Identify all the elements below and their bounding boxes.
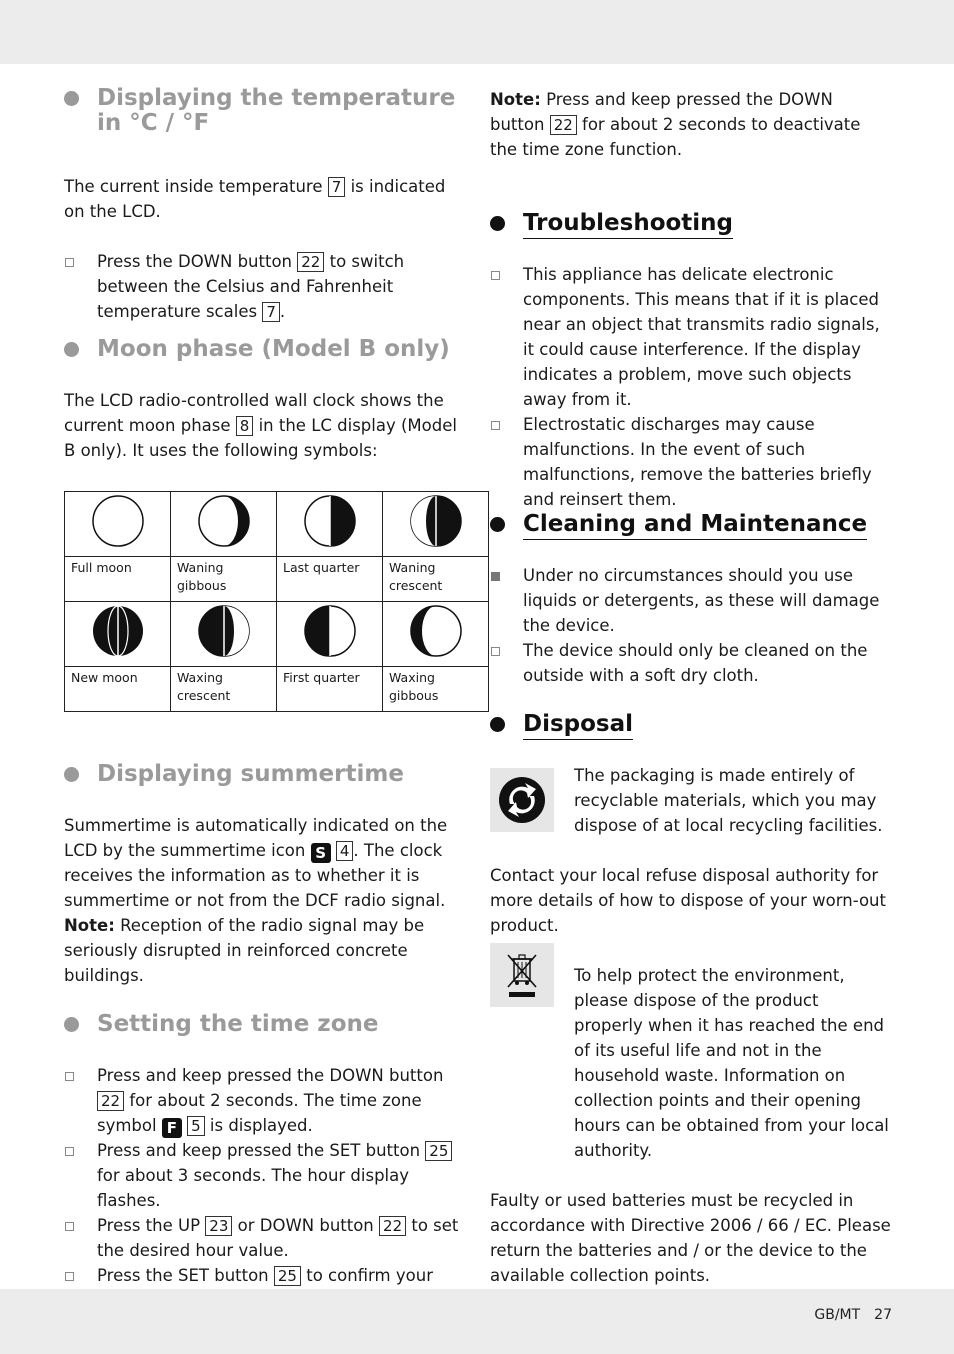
heading-moon-text: Moon phase (Model B only)	[97, 336, 450, 362]
text: Press the UP	[97, 1216, 201, 1235]
new-moon-icon	[91, 604, 145, 658]
moon-symbol	[65, 492, 171, 557]
list-item	[64, 1138, 466, 1213]
text: is indicated on the LCD.	[64, 177, 446, 221]
full-moon-icon	[91, 494, 145, 548]
footer-region: GB/MT	[814, 1307, 861, 1323]
heading-summertime-text: Displaying summertime	[97, 761, 404, 787]
ref-number: 22	[97, 1091, 124, 1111]
section-cleaning	[490, 512, 892, 688]
moon-label: First quarter	[277, 667, 383, 712]
moon-label: Last quarter	[277, 557, 383, 602]
ref-number: 22	[297, 252, 324, 272]
note-label: Note:	[64, 916, 115, 935]
text: or DOWN button	[237, 1216, 374, 1235]
moon-label: Waning gibbous	[171, 557, 277, 602]
moon-label: Waning crescent	[383, 557, 489, 602]
text: to set the desired hour value.	[97, 1216, 459, 1260]
list-item	[490, 412, 892, 512]
heading-disposal	[490, 712, 892, 737]
bullet-dot-icon	[490, 216, 505, 231]
text: Press and keep pressed the SET button	[97, 1141, 421, 1160]
list-item	[64, 1063, 466, 1138]
environment-paragraph: To help protect the environment, please dispose of the product properly when it has reached the end of its useful life and not in the household waste. Information on collection points and their opening hours can be obtained from your local authority.	[574, 966, 889, 1160]
footer-band	[0, 1289, 954, 1354]
section-moon-phase	[64, 337, 466, 463]
waxing-crescent-icon	[197, 604, 251, 658]
packaging-paragraph: The packaging is made entirely of recyclable materials, which you may dispose of at local recycling facilities.	[574, 766, 883, 835]
moon-symbol	[65, 602, 171, 667]
square-bullet-icon	[65, 258, 74, 267]
text: for about 2 seconds. The time zone symbol	[97, 1091, 422, 1135]
ref-number: 25	[274, 1266, 301, 1286]
contact-paragraph: Contact your local refuse disposal authority for more details of how to dispose of your worn-out product.	[490, 866, 886, 935]
note-label: Note:	[490, 90, 541, 109]
list-item	[64, 1213, 466, 1263]
square-bullet-icon	[491, 271, 500, 280]
text: . The clock receives the information as to whether it is summertime or not from the DCF radio signal.	[64, 841, 446, 910]
heading-cleaning-text: Cleaning and Maintenance	[523, 511, 867, 540]
heading-time-zone	[64, 1012, 466, 1037]
time-zone-icon: F	[162, 1118, 182, 1138]
temperature-paragraph	[64, 174, 466, 224]
moon-phase-table	[64, 491, 489, 712]
text: is displayed.	[209, 1116, 313, 1135]
moon-symbol	[383, 492, 489, 557]
text: to switch between the Celsius and Fahrenheit temperature scales	[97, 252, 405, 321]
page-footer	[814, 1303, 892, 1328]
moon-paragraph	[64, 388, 466, 463]
summertime-icon: S	[311, 843, 331, 863]
text: The LCD radio-controlled wall clock shows the current moon phase	[64, 391, 444, 435]
heading-cleaning	[490, 512, 892, 537]
ref-number: 22	[550, 115, 577, 135]
waning-crescent-icon	[409, 494, 463, 548]
section-time-zone	[64, 1012, 466, 1313]
text: Summertime is automatically indicated on the LCD by the summertime icon	[64, 816, 448, 860]
page-number: 27	[874, 1307, 892, 1323]
square-bullet-icon	[491, 647, 500, 656]
moon-symbol	[277, 492, 383, 557]
text: in the LC display (Model B only). It uses the following symbols:	[64, 416, 457, 460]
header-band	[0, 0, 954, 64]
text: Press the DOWN button	[97, 252, 293, 271]
heading-time-zone-text: Setting the time zone	[97, 1011, 379, 1037]
moon-symbol	[171, 602, 277, 667]
text: Press and keep pressed the DOWN button	[490, 90, 833, 134]
text: Press the SET button	[97, 1266, 269, 1285]
batteries-paragraph: Faulty or used batteries must be recycled in accordance with Directive 2006 / 66 / EC. Please return the batteries and / or the device to the available collection points.	[490, 1191, 891, 1285]
square-bullet-icon	[491, 421, 500, 430]
ref-number: 7	[262, 302, 280, 322]
square-bullet-icon	[65, 1222, 74, 1231]
list-item: Press the DOWN button 22 to switch between the Celsius and Fahrenheit temperature scales 7 .	[64, 249, 466, 324]
heading-temperature-text: Displaying the temperature in °C / °F	[97, 85, 456, 136]
text: The device should only be cleaned on the outside with a soft dry cloth.	[523, 641, 868, 685]
heading-summertime	[64, 762, 466, 787]
square-bullet-icon	[65, 1072, 74, 1081]
text: Electrostatic discharges may cause malfunctions. In the event of such malfunctions, remove the batteries briefly and reinsert them.	[523, 415, 872, 509]
text: Under no circumstances should you use liquids or detergents, as these will damage the device.	[523, 566, 880, 635]
bullet-dot-icon	[64, 1017, 79, 1032]
ref-number: 4	[336, 841, 354, 861]
heading-temperature	[64, 86, 466, 136]
bullet-dot-icon	[64, 91, 79, 106]
bullet-dot-icon	[490, 517, 505, 532]
text: for about 3 seconds. The hour display flashes.	[97, 1166, 410, 1210]
bullet-dot-icon	[64, 767, 79, 782]
recycling-icon	[490, 768, 554, 832]
time-zone-note	[490, 87, 892, 162]
moon-label: Waxing gibbous	[383, 667, 489, 712]
waxing-gibbous-icon	[409, 604, 463, 658]
ref-number: 7	[328, 177, 346, 197]
heading-troubleshooting	[490, 211, 892, 236]
text: for about 2 seconds to deactivate the time zone function.	[490, 115, 861, 159]
heading-disposal-text: Disposal	[523, 711, 633, 740]
square-bullet-icon	[491, 572, 500, 581]
section-temperature	[64, 86, 466, 324]
last-quarter-icon	[303, 494, 357, 548]
text: This appliance has delicate electronic components. This means that if it is placed near an object that transmits radio signals, it could cause interference. If the display indicates a problem, move such objects away from it.	[523, 265, 880, 409]
square-bullet-icon	[65, 1272, 74, 1281]
list-item	[490, 563, 892, 638]
list-item	[490, 638, 892, 688]
heading-troubleshooting-text: Troubleshooting	[523, 210, 733, 239]
text: Reception of the radio signal may be seriously disrupted in reinforced concrete buildings.	[64, 916, 425, 985]
summertime-note	[64, 913, 466, 988]
moon-label: Full moon	[65, 557, 171, 602]
moon-label: New moon	[65, 667, 171, 712]
moon-label: Waxing crescent	[171, 667, 277, 712]
heading-moon-phase	[64, 337, 466, 362]
ref-number: 8	[236, 416, 254, 436]
bullet-dot-icon	[490, 717, 505, 732]
moon-symbol	[277, 602, 383, 667]
ref-number: 5	[187, 1116, 205, 1136]
list-item	[490, 262, 892, 412]
moon-symbol	[383, 602, 489, 667]
first-quarter-icon	[303, 604, 357, 658]
text: to confirm your	[306, 1266, 433, 1285]
ref-number: 25	[425, 1141, 452, 1161]
summertime-paragraph	[64, 813, 466, 913]
text: The current inside temperature	[64, 177, 323, 196]
ref-number: 22	[379, 1216, 406, 1236]
section-summertime	[64, 762, 466, 988]
ref-number: 23	[205, 1216, 232, 1236]
text: Press and keep pressed the DOWN button	[97, 1066, 444, 1085]
square-bullet-icon	[65, 1147, 74, 1156]
bullet-dot-icon	[64, 342, 79, 357]
section-troubleshooting	[490, 211, 892, 512]
crossed-bin-icon	[490, 943, 554, 1007]
moon-symbol	[171, 492, 277, 557]
waning-gibbous-icon	[197, 494, 251, 548]
